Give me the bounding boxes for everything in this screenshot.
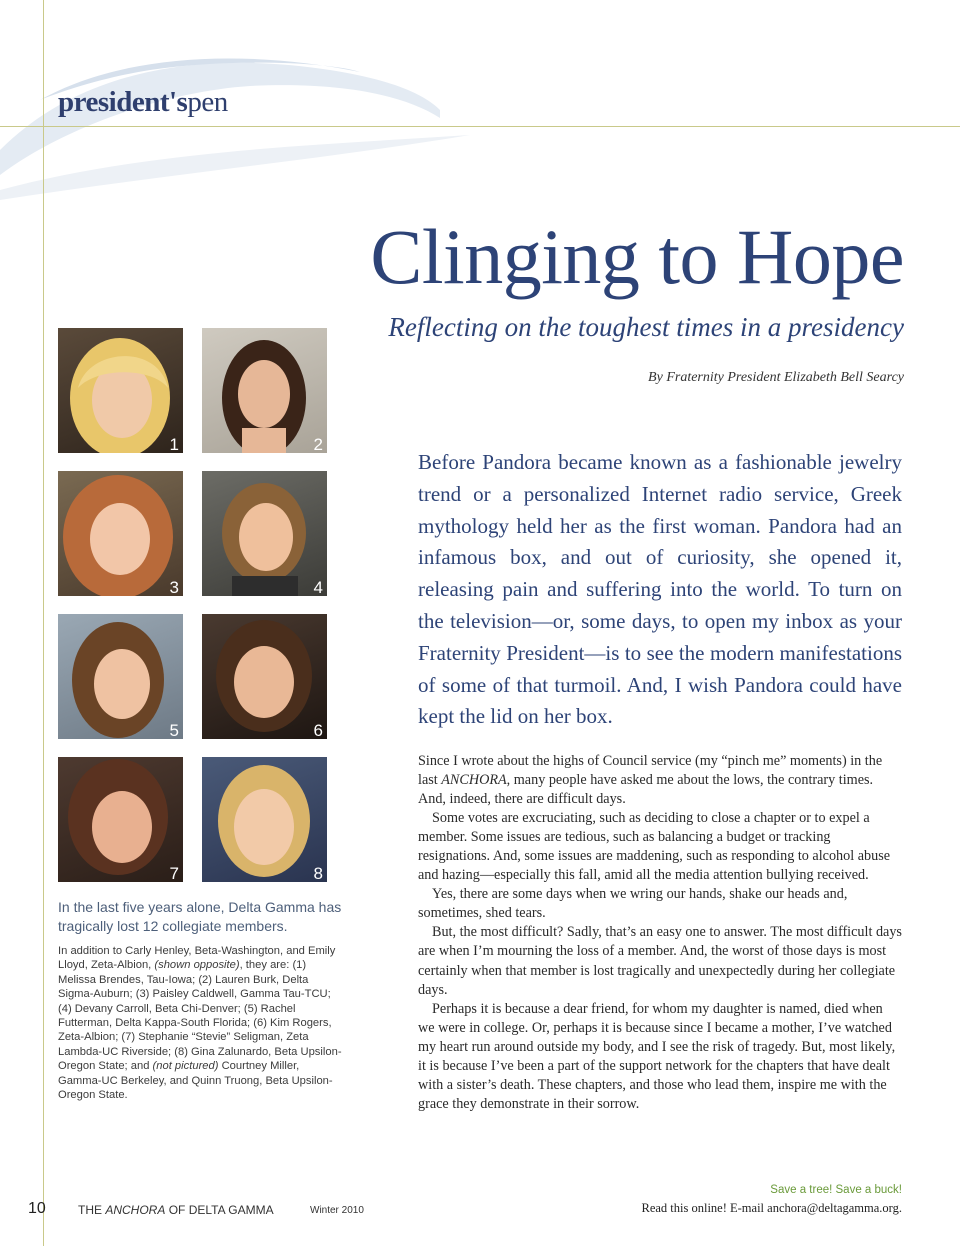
body-paragraph: But, the most difficult? Sadly, that’s an easy one to answer. The most difficult days are when I’m mourning the loss of a member. And, the worst of those days is most certainly when that member is lost tragically and unexpectedly during her collegiate days. — [418, 924, 902, 998]
body-paragraph: Since I wrote about the highs of Council service (my “pinch me” moments) in the last ANCHORA, many people have asked me about the lows, the contrary times. And, indeed, there are difficult days. — [418, 753, 883, 808]
left-margin-rule — [43, 0, 44, 1246]
member-photo-6 — [202, 614, 327, 739]
header-rule — [0, 126, 960, 127]
photo-number: 2 — [313, 435, 323, 453]
article-body — [418, 752, 902, 1114]
issue-date: Winter 2010 — [310, 1205, 364, 1216]
photo-number: 3 — [169, 578, 179, 596]
article-title: Clinging to Hope — [370, 213, 904, 300]
magazine-name: THE ANCHORA OF DELTA GAMMA — [78, 1203, 274, 1217]
member-photo-8 — [202, 757, 327, 882]
body-paragraph: Some votes are excruciating, such as deciding to close a chapter or to expel a member. Some issues are tedious, such as balancing a budget or tracking resignations. And, some issues are maddening, such as responding to alcohol abuse and hazing—especially this fall, amid all the media attention bullying received. — [418, 810, 891, 884]
section-heading: president'spen — [58, 86, 228, 118]
body-paragraph: Yes, there are some days when we wring our hands, shake our heads and, sometimes, shed tears. — [418, 886, 848, 922]
photo-number: 1 — [169, 435, 179, 453]
member-photo-7 — [58, 757, 183, 882]
member-photo-2 — [202, 328, 327, 453]
page-number: 10 — [28, 1200, 46, 1217]
body-paragraph: Perhaps it is because a dear friend, for whom my daughter is named, died when we were in college. Or, perhaps it is because since I became a mother, I’ve watched my heart run around outside my body, and I see the risk of tragedy. But, most likely, it is because I’ve been a part of the support network for the chapters that have dealt with a sister’s death. These chapters, and those who lead them, inspire me with the grace they demonstrate in their sorrow. — [418, 1000, 896, 1112]
member-photo-1 — [58, 328, 183, 453]
save-a-tree-note: Save a tree! Save a buck! — [770, 1184, 902, 1196]
article-lead-paragraph: Before Pandora became known as a fashionable jewelry trend or a personalized Internet radio service, Greek mythology held her as the first woman. Pandora had an infamous box, and out of curiosity, she opened it, releasing pain and suffering into the world. To turn on the television—or, some days, to open my inbox as your Fraternity President—is to see the modern manifestations of some of that turmoil. And, I wish Pandora could have kept the lid on her box. — [418, 450, 902, 729]
member-photo-4 — [202, 471, 327, 596]
photo-caption-body: In addition to Carly Henley, Beta-Washington, and Emily Lloyd, Zeta-Albion, (shown opposite), they are: (1) Melissa Brendes, Tau-Iowa; (2) Lauren Burk, Delta Sigma-Auburn; (3) Paisley Caldwell, Gamma Tau-TCU; (4) Devany Carroll, Beta Chi-Denver; (5) Rachel Futterman, Delta Kappa-South Florida; (6) Kim Rogers, Zeta-Albion; (7) Stephanie “Stevie” Seligman, Zeta Lambda-UC Riverside; (8) Gina Zalunardo, Beta Upsilon-Oregon State; and (not pictured) Courtney Miller, Gamma-UC Berkeley, and Quinn Truong, Beta Upsilon-Oregon State. — [58, 945, 342, 1102]
article-byline: By Fraternity President Elizabeth Bell Searcy — [648, 370, 904, 385]
photo-number: 4 — [313, 578, 323, 596]
photo-number: 6 — [313, 721, 323, 739]
photo-number: 8 — [313, 864, 323, 882]
photo-caption-lead: In the last five years alone, Delta Gamma has tragically lost 12 collegiate members. — [58, 899, 342, 934]
photo-number: 7 — [169, 864, 179, 882]
photo-number: 5 — [169, 721, 179, 739]
article-subtitle: Reflecting on the toughest times in a presidency — [388, 312, 904, 342]
member-photo-3 — [58, 471, 183, 596]
read-online-note: Read this online! E-mail anchora@deltagamma.org. — [641, 1201, 902, 1215]
member-photo-5 — [58, 614, 183, 739]
